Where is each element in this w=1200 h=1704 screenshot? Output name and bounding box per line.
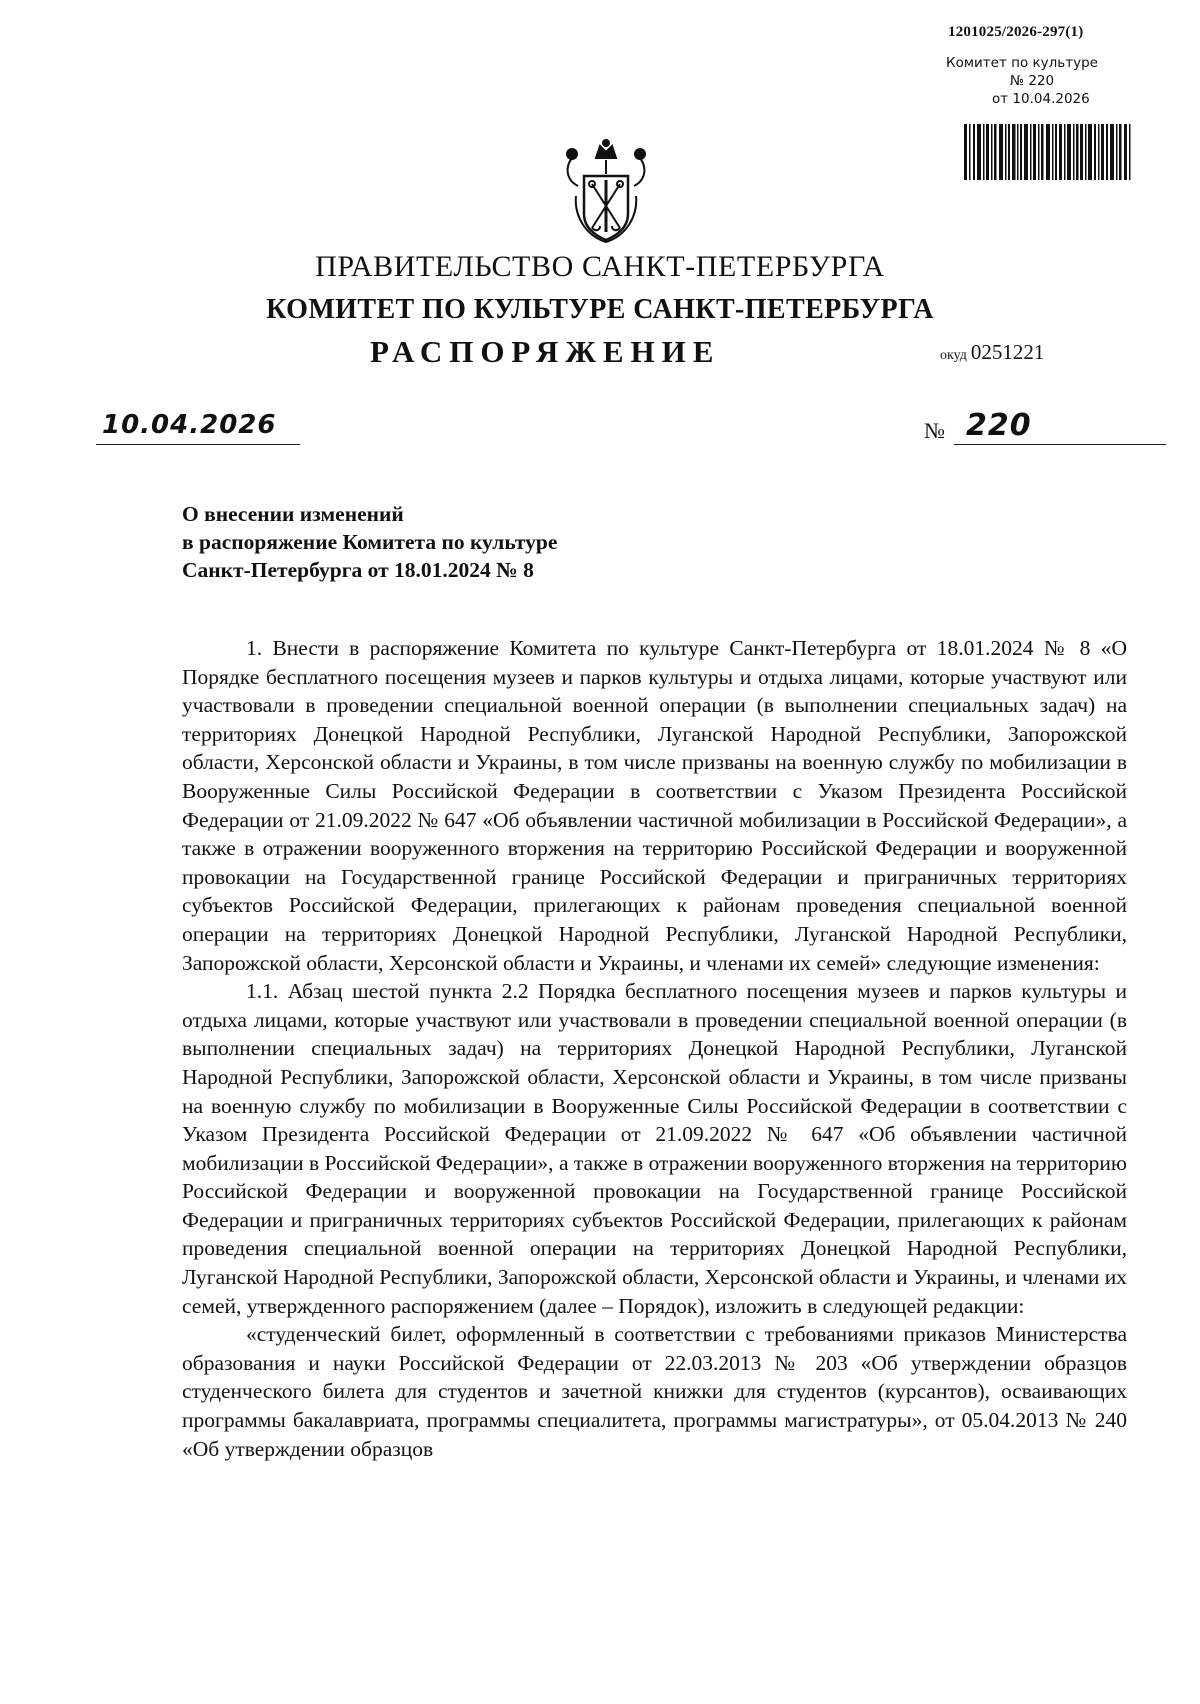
- okud-value: 0251221: [970, 340, 1045, 364]
- document-body: [182, 634, 1127, 1463]
- body-paragraph-1: 1. Внести в распоряжение Комитета по культуре Санкт-Петербурга от 18.01.2024 № 8 «О Порядке бесплатного посещения музеев и парков культуры и отдыха лицами, которые участвуют или участвовали в проведении специальной военной операции (в выполнении специальных задач) на территориях Донецкой Народной Республики, Луганской Народной Республики, Запорожской области, Херсонской области и Украины, в том числе призваны на военную службу по мобилизации в Вооруженные Силы Российской Федерации в соответствии с Указом Президента Российской Федерации от 21.09.2022 № 647 «Об объявлении частичной мобилизации в Российской Федерации», а также в отражении вооруженного вторжения на территорию Российской Федерации и вооруженной провокации на Государственной границе Российской Федерации и приграничных территориях субъектов Российской Федерации, прилегающих к районам проведения специальной военной операции на территориях Донецкой Народной Республики, Луганской Народной Республики, Запорожской области, Херсонской области и Украины, и членами их семей» следующие изменения:: [182, 636, 1127, 975]
- document-number-label: №: [924, 418, 945, 443]
- document-number-line: [954, 410, 1166, 445]
- document-type: РАСПОРЯЖЕНИЕ: [370, 334, 721, 369]
- okud-label: окуд: [940, 348, 967, 363]
- subject-line: Санкт-Петербурга от 18.01.2024 № 8: [182, 558, 534, 582]
- subject-line: О внесении изменений: [182, 502, 404, 526]
- barcode-icon: [962, 124, 1132, 180]
- stamp-organization: Комитет по культуре: [946, 55, 1098, 71]
- document-number: 220: [966, 408, 1032, 443]
- document-date: 10.04.2026: [102, 410, 277, 440]
- coat-of-arms-icon: [556, 136, 656, 246]
- document-subject: [182, 500, 557, 584]
- registration-number: 1201025/2026-297(1): [948, 24, 1084, 40]
- stamp-number: № 220: [1010, 73, 1055, 89]
- subject-line: в распоряжение Комитета по культуре: [182, 530, 558, 554]
- body-paragraph-3: «студенческий билет, оформленный в соответствии с требованиями приказов Министерства образования и науки Российской Федерации от 22.03.2013 № 203 «Об утверждении образцов студенческого билета для студентов и зачетной книжки для студентов (курсантов), осваивающих программы бакалавриата, программы специалитета, программы магистратуры», от 05.04.2013 № 240 «Об утверждении образцов: [182, 1322, 1127, 1461]
- committee-title: КОМИТЕТ ПО КУЛЬТУРЕ САНКТ-ПЕТЕРБУРГА: [266, 294, 934, 325]
- document-date-line: [96, 410, 300, 445]
- okud-code: [940, 340, 1044, 365]
- body-paragraph-2: 1.1. Абзац шестой пункта 2.2 Порядка бесплатного посещения музеев и парков культуры и отдыха лицами, которые участвуют или участвовали в проведении специальной военной операции (в выполнении специальных задач) на территориях Донецкой Народной Республики, Луганской Народной Республики, Запорожской области, Херсонской области и Украины, в том числе призваны на военную службу по мобилизации в Вооруженные Силы Российской Федерации в соответствии с Указом Президента Российской Федерации от 21.09.2022 № 647 «Об объявлении частичной мобилизации в Российской Федерации», а также в отражении вооруженного вторжения на территорию Российской Федерации и вооруженной провокации на Государственной границе Российской Федерации и приграничных территориях субъектов Российской Федерации, прилегающих к районам проведения специальной военной операции на территориях Донецкой Народной Республики, Луганской Народной Республики, Запорожской области, Херсонской области и Украины, и членами их семей, утвержденного распоряжением (далее – Порядок), изложить в следующей редакции:: [182, 979, 1127, 1318]
- government-title: ПРАВИТЕЛЬСТВО САНКТ-ПЕТЕРБУРГА: [315, 250, 885, 283]
- stamp-date: от 10.04.2026: [992, 91, 1090, 107]
